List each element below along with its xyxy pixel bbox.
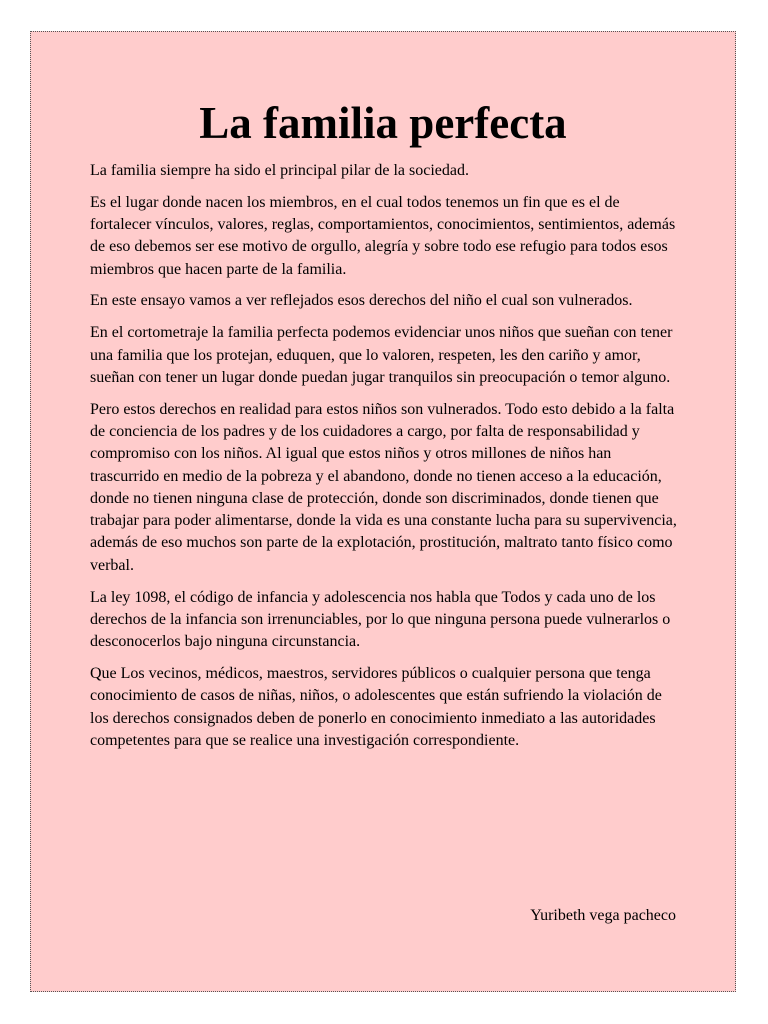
paragraph-report-duty: Que Los vecinos, médicos, maestros, servidores públicos o cualquier persona que tenga conocimiento de casos de niñas, niños, o adolescentes que están sufriendo la violación de los derechos consignados deben de ponerlo en conocimiento inmediato a las autoridades competentes para que se realice una investigación correspondiente. bbox=[90, 664, 662, 749]
document-page bbox=[30, 31, 736, 992]
paragraph-family-place: Es el lugar donde nacen los miembros, en el cual todos tenemos un fin que es el de fortalecer vínculos, valores, reglas, comportamientos, conocimientos, sentimientos, además de eso debemos ser ese motivo de orgullo, alegría y sobre todo ese refugio para todos esos miembros que hacen parte de la familia. bbox=[90, 193, 676, 278]
paragraph-essay-purpose: En este ensayo vamos a ver reflejados esos derechos del niño el cual son vulnerados. bbox=[90, 292, 633, 310]
paragraph-law-1098: La ley 1098, el código de infancia y adolescencia nos habla que Todos y cada uno de los derechos de la infancia son irrenunciables, por lo que ninguna persona puede vulnerarlos o desconocerlos bajo ninguna circunstancia. bbox=[90, 588, 671, 651]
author-signature: Yuribeth vega pacheco bbox=[530, 907, 676, 924]
paragraph-intro: La familia siempre ha sido el principal pilar de la sociedad. bbox=[90, 162, 469, 179]
document-body bbox=[90, 160, 684, 762]
document-title: La familia perfecta bbox=[199, 98, 567, 148]
paragraph-rights-violated: Pero estos derechos en realidad para estos niños son vulnerados. Todo esto debido a la falta de conciencia de los padres y de los cuidadores a cargo, por falta de responsabilidad y compromiso con los niños. Al igual que estos niños y otros millones de niños han trascurrido en medio de la pobreza y el abandono, donde no tienen acceso a la educación, donde no tienen ninguna clase de protección, donde son discriminados, donde tienen que trabajar para poder alimentarse, donde la vida es una constante lucha para su supervivencia, además de eso muchos son parte de la explotación, prostitución, maltrato tanto físico como verbal. bbox=[90, 400, 677, 574]
paragraph-short-film: En el cortometraje la familia perfecta podemos evidenciar unos niños que sueñan con tener una familia que los protejan, eduquen, que lo valoren, respeten, les den cariño y amor, sueñan con tener un lugar donde puedan jugar tranquilos sin preocupación o temor alguno. bbox=[90, 324, 673, 386]
